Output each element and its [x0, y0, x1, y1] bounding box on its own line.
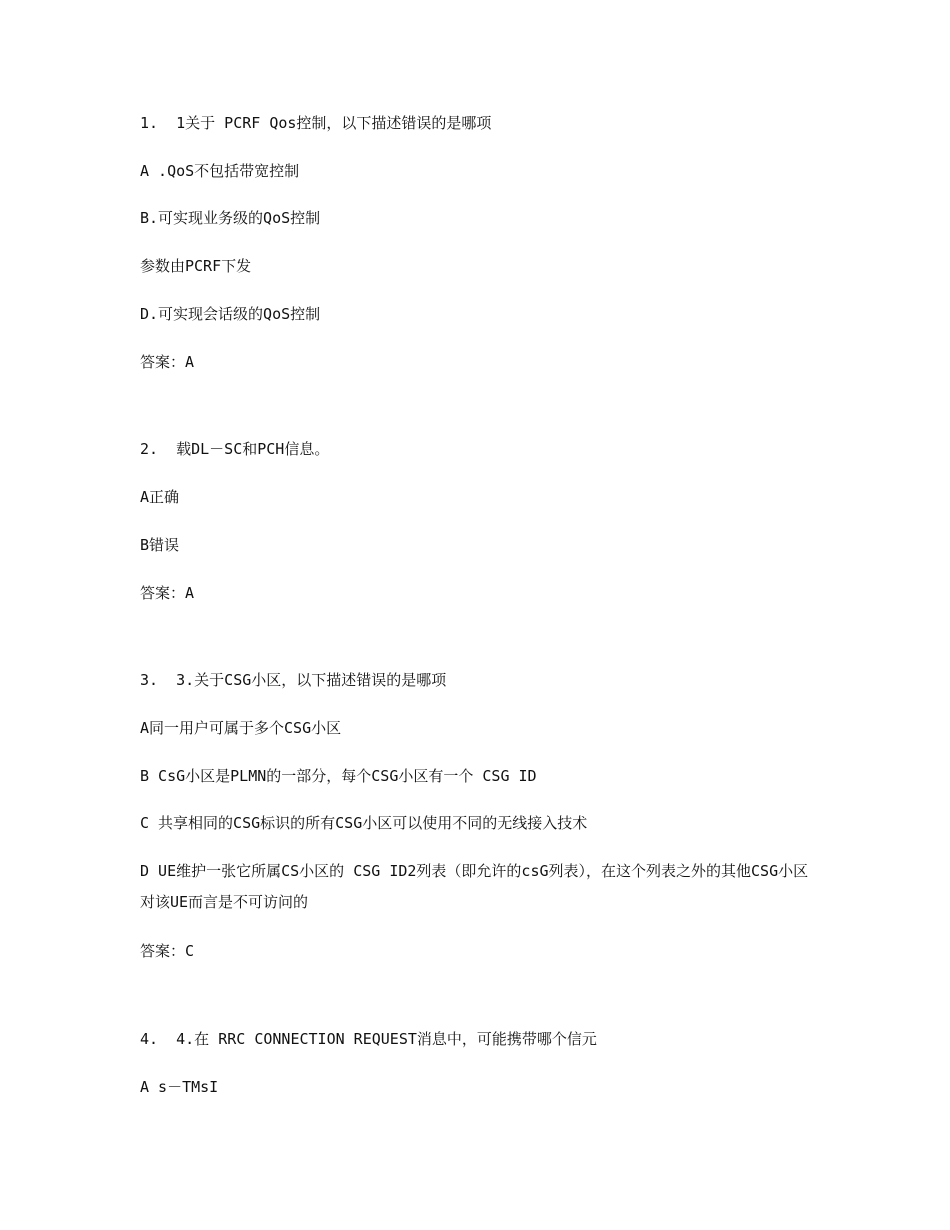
question-3-option-b: B CsG小区是PLMN的一部分，每个CSG小区有一个 CSG ID — [140, 767, 537, 785]
question-3-title: 3. 3.关于CSG小区，以下描述错误的是哪项 — [140, 671, 447, 689]
question-1-option-b: B.可实现业务级的QoS控制 — [140, 209, 321, 227]
question-1-answer: 答案：A — [140, 353, 195, 371]
question-1-title: 1. 1关于 PCRF Qos控制，以下描述错误的是哪项 — [140, 114, 492, 132]
question-3-answer: 答案：C — [140, 942, 195, 960]
question-3-option-c: C 共享相同的CSG标识的所有CSG小区可以使用不同的无线接入技术 — [140, 814, 588, 832]
question-1-option-a: A .QoS不包括带宽控制 — [140, 162, 300, 180]
question-2-answer: 答案：A — [140, 584, 195, 602]
question-4-title: 4. 4.在 RRC CONNECTION REQUEST消息中，可能携带哪个信元 — [140, 1030, 597, 1048]
question-2-title: 2. 载DL－SC和PCH信息。 — [140, 440, 330, 458]
question-3-option-a: A同一用户可属于多个CSG小区 — [140, 719, 342, 737]
question-2-option-b: B错误 — [140, 536, 180, 554]
question-2-option-a: A正确 — [140, 488, 180, 506]
question-4-option-a: A s－TMsI — [140, 1078, 219, 1096]
question-1-option-d: D.可实现会话级的QoS控制 — [140, 305, 321, 323]
question-3-option-d: D UE维护一张它所属CS小区的 CSG ID2列表（即允许的csG列表），在这个列表之外的其他CSG小区对该UE而言是不可访问的 — [140, 862, 809, 911]
question-1-option-c: 参数由PCRF下发 — [140, 257, 252, 275]
